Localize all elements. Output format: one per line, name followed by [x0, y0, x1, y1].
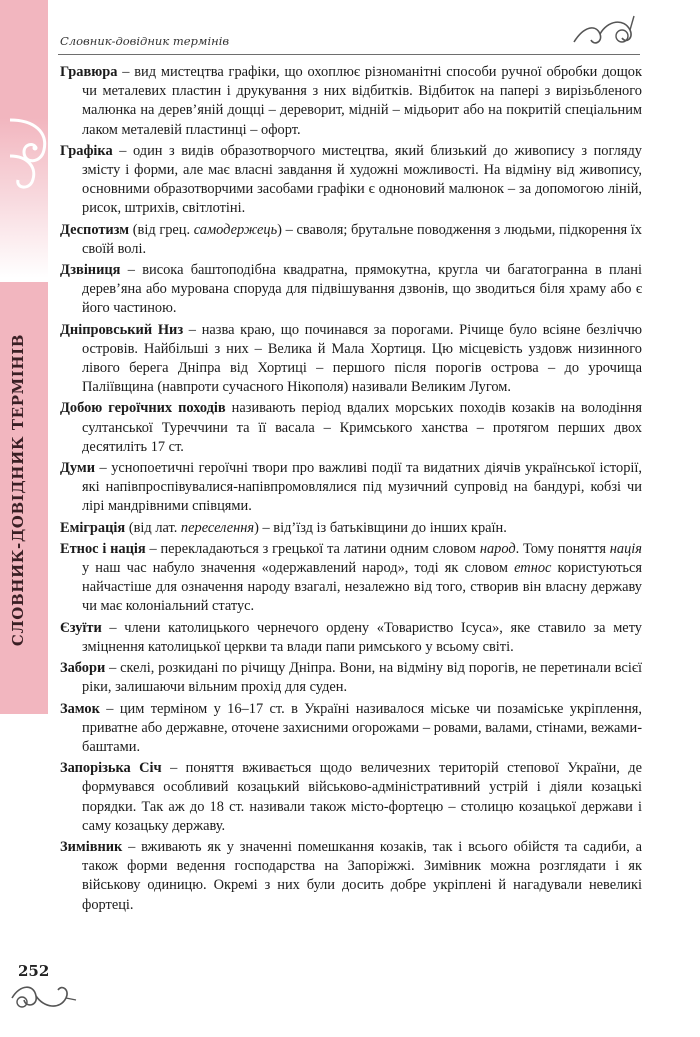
entry-term: Графіка	[60, 142, 113, 159]
entry-definition: ) – сваволя; брутальне поводження з людьми, підкорення їх своїй волі.	[82, 221, 642, 257]
sidebar-tab-top	[0, 0, 48, 118]
entry-term: Етнос і нація	[60, 540, 146, 557]
entry-term: Добою героїчних походів	[60, 400, 226, 417]
entry-definition: – висока баштоподібна квадратна, прямокутна, кругла чи багатогранна в плані дерев’яна або мурована споруда для підвішування дзвонів, що зводиться біля храму або є його частиною.	[82, 262, 642, 317]
entry-term: Замок	[60, 700, 100, 717]
entry-definition: . Тому поняття	[515, 540, 610, 557]
glossary-entry	[60, 659, 642, 697]
glossary-entry	[60, 540, 642, 617]
entry-definition: – вид мистецтва графіки, що охоплює різноманітні способи ручної обробки дощок чи металевих пластин і друкування з них відбитків. Відбиток на папері з вирізьбленого малюнка на дерев’яній дощці – дереворит, мідній – мідьорит або на покритій спеціальним лаком металевій пластинці – офорт.	[82, 64, 642, 138]
header-title: Словник-довідник термінів	[60, 34, 230, 48]
glossary-entry	[60, 459, 642, 517]
entry-term: Зимівник	[60, 838, 123, 855]
glossary-entry	[60, 142, 642, 219]
glossary-entry	[60, 619, 642, 657]
entry-definition: – члени католицького чернечого ордену «Товариство Ісуса», яке ставило за мету зміцнення католицької церкви та влади папи римського у всьому світі.	[82, 619, 642, 655]
entry-definition: – назва краю, що починався за порогами. Річище було всіяне безліччю островів. Найбільші з них – Велика й Мала Хортиця. Цю місцевість уздовж низинного лівого берега Дніпра від Хортиці – першого після порогів острова – до урочища Паліївщина (навпроти сучасного Нікополя) називали Великим Лугом.	[82, 321, 642, 396]
entry-definition: – цим терміном у 16–17 ст. в Україні називалося міське чи позаміське укріплення, приватне або державне, оточене захисними огорожами – ровами, валами, стінами, вежами-баштами.	[82, 700, 642, 755]
glossary-entry	[60, 399, 642, 457]
entry-definition: – один з видів образотворчого мистецтва, який близький до живопису з погляду змісту і форми, але має власні завдання й художні можливості. На відміну від живопису, основними образотворчими засобами графіки є одноновий малюнок – за допомогою ліній, рисок, штрихів, світлотіні.	[82, 142, 642, 217]
entry-definition: – перекладаються з грецької та латини одним словом	[145, 540, 480, 557]
entry-term: Гравюра	[60, 64, 118, 80]
entry-definition: у наш час набуло значення «одержавлений народ», тоді як словом	[82, 560, 515, 577]
entry-definition-italic: переселення	[180, 519, 255, 536]
entry-definition: – уснопоетичні героїчні твори про важливі події та видатних діячів української історії, які напівпроспівувалися-напівпромовлялися під музичний супровід на бандурі, кобзі чи лірі мандрівними співцями.	[82, 460, 642, 515]
glossary-entry	[60, 63, 642, 140]
entry-definition: користуються найчастіше для означення народу взагалі, незалежно від того, створив він власну державу чи має колоніальний статус.	[82, 560, 642, 615]
entry-definition: – вживають як у значенні помешкання козаків, так і всього обійстя та садиби, а також форми ведення господарства на Запоріжжі. Зимівник можна розглядати і як військову одиницю. Окремі з них були досить добре укріплені й нагадували невеликі фортеці.	[82, 838, 642, 913]
glossary-entry	[60, 838, 642, 915]
glossary-entry	[60, 759, 642, 836]
entry-definition: – поняття вживається щодо величезних територій степової України, де формувався особливий козацький військово-адміністративний устрій і діяли козацькі порядки. Так аж до 18 ст. називали також місто-фортецю – столицю козацької держави і саму козацьку державу.	[82, 760, 643, 834]
entry-term: Дзвіниця	[60, 262, 121, 279]
entry-definition-italic: нація	[609, 540, 642, 557]
glossary-entry	[60, 261, 642, 319]
entry-definition: (від лат.	[125, 519, 181, 536]
glossary-entry	[60, 221, 642, 259]
corner-ornament-icon	[4, 116, 56, 194]
header-ornament-icon	[570, 12, 640, 52]
sidebar-label: СЛОВНИК-ДОВІДНИК ТЕРМІНІВ	[9, 333, 27, 647]
glossary-content	[60, 63, 642, 917]
glossary-entry	[60, 519, 642, 538]
entry-definition: називають період вдалих морських походів козаків на володіння султанської Туреччини та її васала – Кримського ханства – протягом перших двох десятиліть 17 ст.	[82, 400, 643, 455]
entry-term: Деспотизм	[60, 221, 130, 238]
entry-definition-italic: етнос	[514, 560, 552, 577]
footer-ornament-icon	[8, 978, 78, 1018]
entry-term: Забори	[60, 660, 106, 677]
entry-term: Єзуїти	[60, 619, 102, 636]
page-header	[58, 30, 640, 55]
entry-definition-italic: самодержець	[193, 221, 278, 238]
entry-term: Дніпровський Низ	[60, 321, 184, 338]
page-number: 252	[18, 962, 50, 980]
entry-definition-italic: народ	[479, 540, 516, 557]
entry-definition: – скелі, розкидані по річищу Дніпра. Вони, на відміну від порогів, не перетинали всієї ріки, залишаючи вільним прохід для суден.	[82, 660, 642, 696]
entry-definition: (від грец.	[129, 221, 194, 238]
entry-term: Думи	[60, 460, 95, 477]
entry-term: Запорізька Січ	[60, 760, 162, 777]
glossary-entry	[60, 700, 642, 758]
glossary-entry	[60, 321, 642, 398]
entry-definition: ) – від’їзд із батьківщини до інших країн.	[254, 519, 507, 536]
entry-term: Еміграція	[60, 519, 126, 536]
